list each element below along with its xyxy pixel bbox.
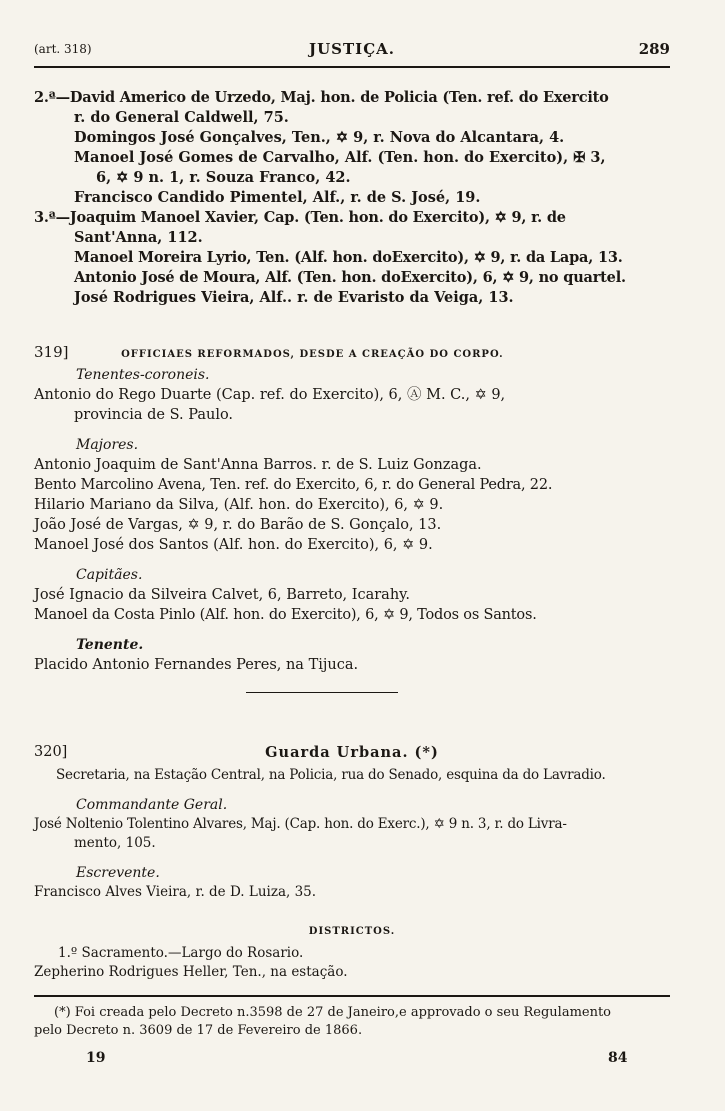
page-header [34,40,670,64]
section-320-title-row [34,744,670,760]
list-item: Antonio José de Moura, Alf. (Ten. hon. doExercito), 6, ✡ 9, no quartel. [74,269,626,286]
list-item: Francisco Candido Pimentel, Alf., r. de S. José, 19. [74,189,481,206]
list-item: Antonio Joaquim de Sant'Anna Barros. r. de S. Luiz Gonzaga. [34,457,482,473]
list-item: José Noltenio Tolentino Alvares, Maj. (Cap. hon. do Exerc.), ✡ 9 n. 3, r. do Livra- [34,816,567,832]
list-item: Manoel José dos Santos (Alf. hon. do Exercito), 6, ✡ 9. [34,537,433,553]
section-318-tail [34,88,670,308]
section-title: Guarda Urbana. (*) [265,744,439,761]
rank-heading: Majores. [76,437,139,453]
list-item: Bento Marcolino Avena, Ten. ref. do Exercito, 6, r. do General Pedra, 22. [34,477,553,493]
signature-mark-left: 19 [86,1050,106,1066]
article-reference: (art. 318) [34,42,92,56]
districts-list [34,944,670,982]
list-item: Placido Antonio Fernandes Peres, na Tijuca. [34,657,359,673]
rank-heading: Tenentes-coroneis. [76,367,210,383]
list-item: José Ignacio da Silveira Calvet, 6, Barreto, Icarahy. [34,587,411,603]
list-item: Manoel da Costa Pinlo (Alf. hon. do Exercito), 6, ✡ 9, Todos os Santos. [34,607,537,623]
list-item: provincia de S. Paulo. [74,407,234,423]
secretaria-line: Secretaria, na Estação Central, na Policia, rua do Senado, esquina da do Lavradio. [56,767,606,783]
footnote-rule [34,995,670,997]
rank-heading: Escrevente. [76,865,160,881]
section-number: 319] [34,343,69,361]
footnote-line: (*) Foi creada pelo Decreto n.3598 de 27 de Janeiro,e approvado o seu Regulamento [54,1005,612,1020]
rank-heading: Capitães. [76,567,143,583]
footnote [34,1004,670,1040]
rank-heading: Commandante Geral. [76,797,228,813]
list-item: José Rodrigues Vieira, Alf.. r. de Evaristo da Veiga, 13. [74,289,514,306]
districts-heading: DISTRICTOS. [308,926,396,937]
page-number: 289 [638,40,670,58]
list-item: 3.ª—Joaquim Manoel Xavier, Cap. (Ten. hon. do Exercito), ✡ 9, r. de [34,209,566,226]
section-caption: OFFICIAES REFORMADOS, DESDE A CREAÇÃO DO CORPO. [121,349,504,360]
list-item: Hilario Mariano da Silva, (Alf. hon. do Exercito), 6, ✡ 9. [34,497,444,513]
list-item: Manoel José Gomes de Carvalho, Alf. (Ten. hon. do Exercito), ✠ 3, [74,149,606,166]
district-item: 1.º Sacramento.—Largo do Rosario. [58,945,304,961]
list-item: Antonio do Rego Duarte (Cap. ref. do Exercito), 6, Ⓐ M. C., ✡ 9, [34,387,506,403]
list-item: Manoel Moreira Lyrio, Ten. (Alf. hon. doExercito), ✡ 9, r. da Lapa, 13. [74,249,623,266]
rank-heading: Tenente. [76,637,144,653]
footnote-line: pelo Decreto n. 3609 de 17 de Fevereiro de 1866. [34,1023,363,1038]
signature-mark-right: 84 [608,1050,628,1066]
list-item: 2.ª—David Americo de Urzedo, Maj. hon. de Policia (Ten. ref. do Exercito [34,89,609,106]
section-319 [34,342,670,675]
district-member: Zepherino Rodrigues Heller, Ten., na estação. [34,964,348,980]
section-divider [246,692,398,693]
running-title: JUSTIÇA. [309,40,395,58]
list-item: Francisco Alves Vieira, r. de D. Luiza, 35. [34,884,317,900]
section-320 [34,766,670,902]
section-number: 320] [34,744,68,760]
list-item: 6, ✡ 9 n. 1, r. Souza Franco, 42. [96,169,351,186]
list-item: r. do General Caldwell, 75. [74,109,289,126]
list-item: Sant'Anna, 112. [74,229,203,246]
list-item: Domingos José Gonçalves, Ten., ✡ 9, r. Nova do Alcantara, 4. [74,129,565,146]
list-item: mento, 105. [74,835,156,851]
list-item: João José de Vargas, ✡ 9, r. do Barão de S. Gonçalo, 13. [34,517,442,533]
header-rule [34,66,670,68]
